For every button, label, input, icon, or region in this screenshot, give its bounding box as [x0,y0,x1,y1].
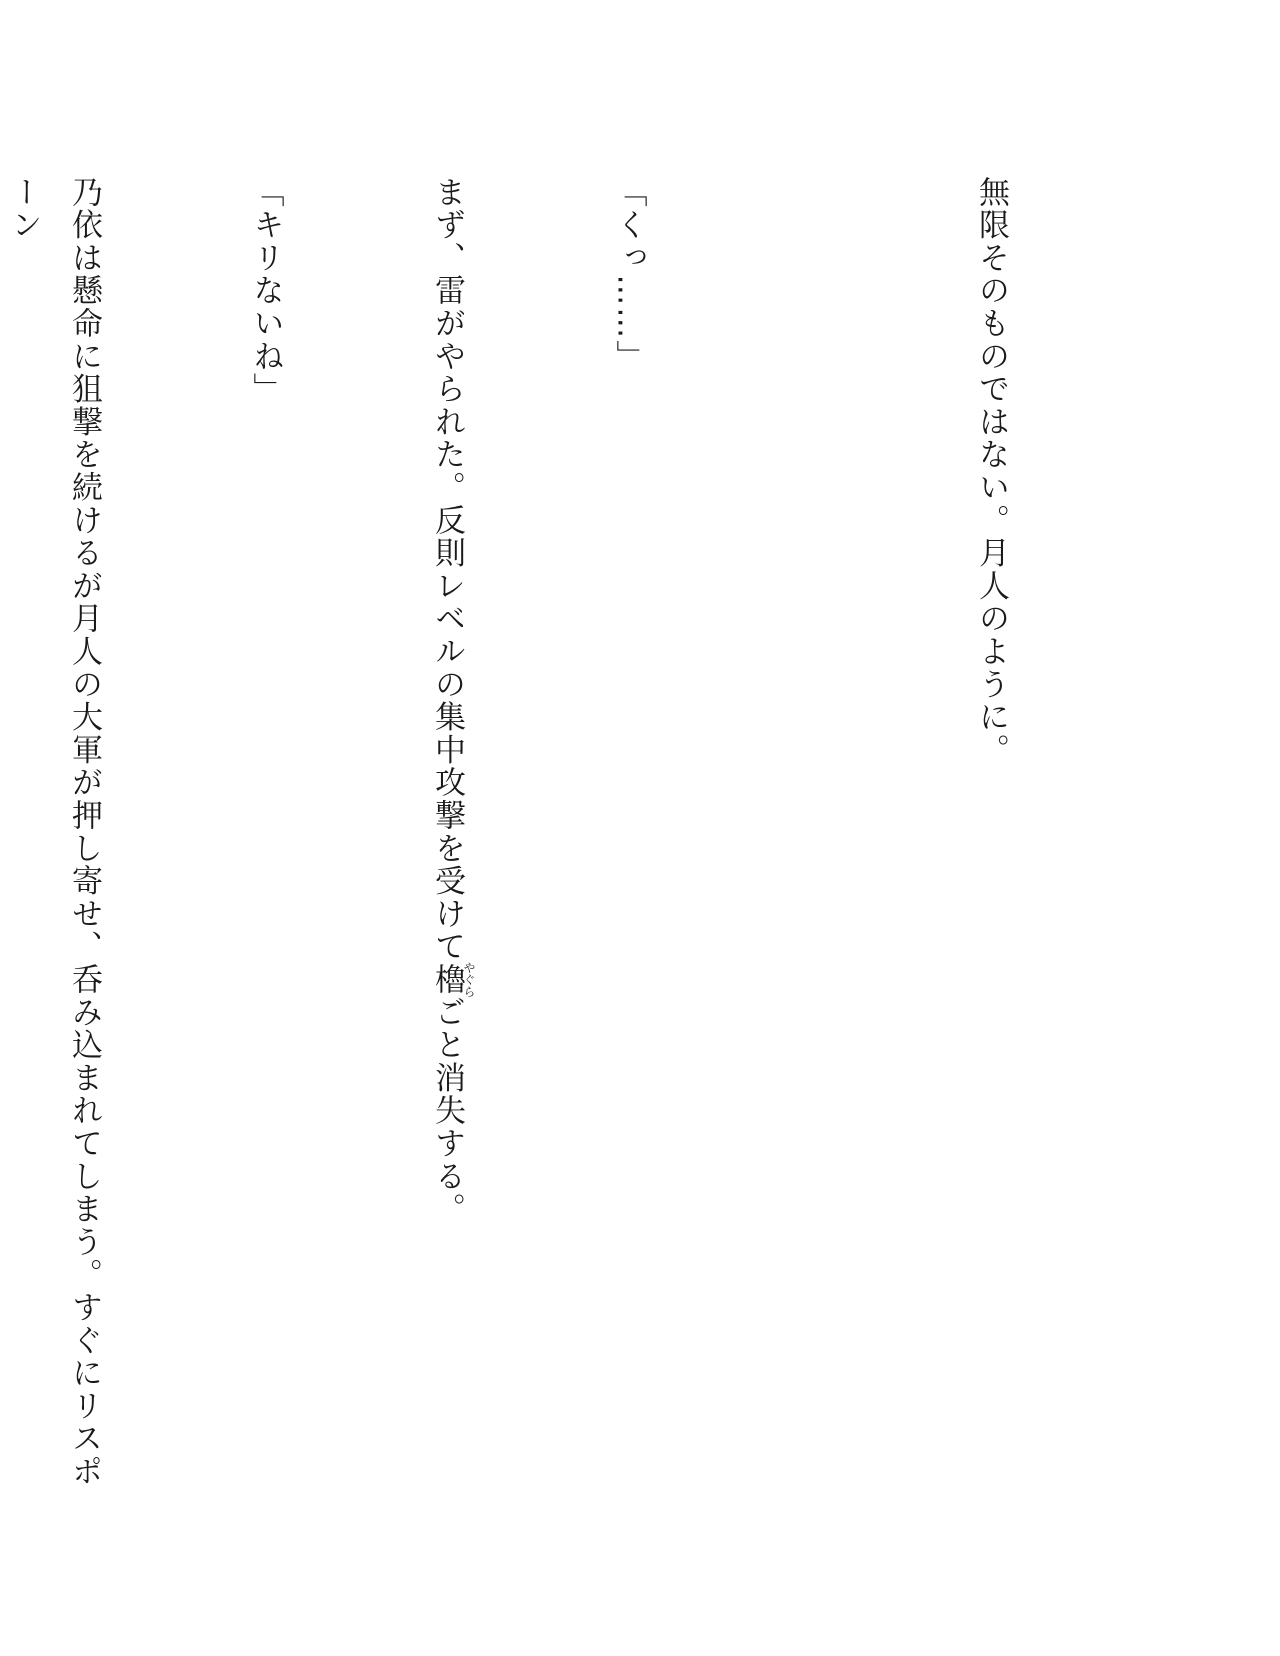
text-line: 乃依は懸命に狙撃を続けるが月人の大軍が押し寄せ、呑み込まれてしまう。すぐにリスポーン [5,176,102,1488]
text-segment: ごと消失する。 [429,996,465,1226]
ruby-base: 櫓 [429,961,465,998]
text-line: 無限そのものではない。月人のように。 [973,176,1009,767]
ruby-reading: やぐら [462,961,476,998]
dialogue-line: 「キリないね」 [247,176,284,406]
dialogue-line: 「くっ……」 [610,176,647,373]
text-line [417,176,478,1496]
ruby-word [429,961,476,998]
text-segment: まず、雷がやられた。反則レベルの集中攻撃を受けて [429,176,465,964]
vertical-text-body [0,176,1142,1496]
